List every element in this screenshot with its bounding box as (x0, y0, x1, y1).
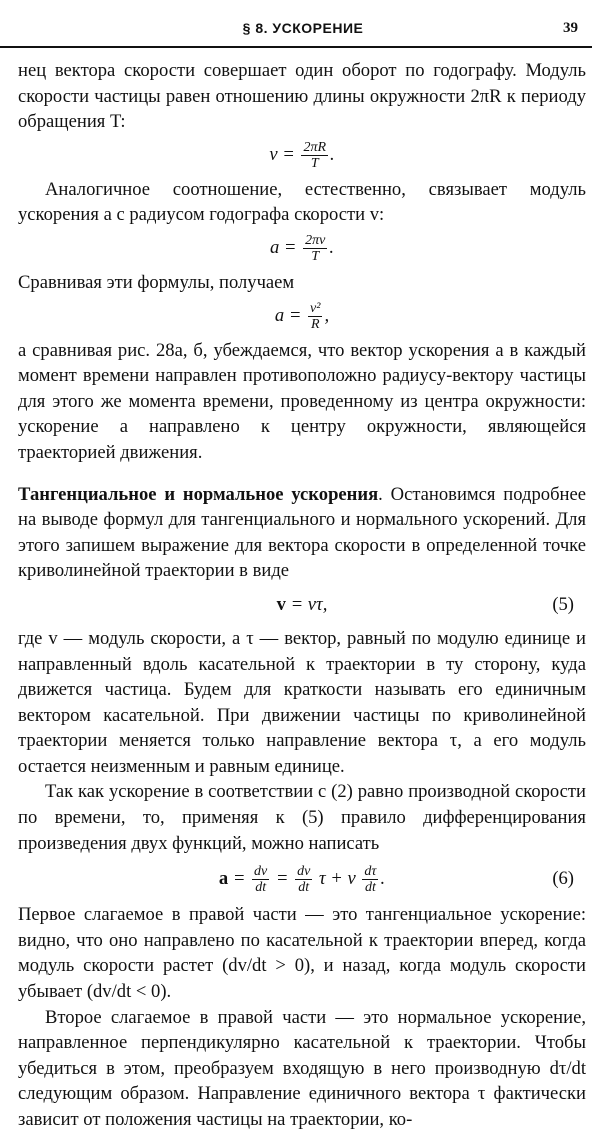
paragraph-2: Аналогичное соотношение, естественно, связывает модуль ускорения a с радиусом годографа скорости v: (18, 178, 586, 226)
fraction-numerator: dv (254, 863, 268, 879)
formula-6-acceleration-decomposition: a = $\frac{dv}{dt}$ = $\frac{dv}{dt}$ τ + v $\frac{d\tau}{dt}$ . (6) (218, 863, 574, 895)
fraction (303, 233, 327, 264)
header-rule (0, 46, 592, 48)
fraction (252, 864, 269, 895)
fraction (295, 864, 312, 895)
paragraph-3: Сравнивая эти формулы, получаем (18, 271, 295, 293)
paragraph-7: Так как ускорение в соответствии с (2) равно производной скорости по времени, то, применяя к (5) правило дифференцирования произведения двух функций, можно написать (18, 781, 586, 854)
fraction-numerator: v² (310, 301, 321, 317)
paragraph-6: где v — модуль скорости, а τ — вектор, равный по модулю единице и направленный вдоль касательной к траектории в ту сторону, куда движется частица. Будем для краткости называть его единичным вектором касательной. При движении частицы по криволинейной траектории меняется только направление вектора τ, а его модуль остается неизменным и равным единице. (18, 627, 586, 777)
formula-vector-a: a (218, 867, 229, 889)
fraction (362, 864, 378, 895)
fraction-denominator: T (311, 249, 320, 265)
paragraph-5-text: . Остановимся подробнее на выводе формул для тангенциального и нормального ускорений. Для этого запишем выражение для вектора скорости в определенной точке криволинейной траектории в виде (18, 483, 586, 582)
equation-number: (5) (552, 594, 574, 616)
formula-middle: τ + v (319, 867, 356, 889)
section-gap (18, 466, 586, 482)
paragraph-9: Второе слагаемое в правой части — это нормальное ускорение, направленное перпендикулярно касательной к траектории. Чтобы убедиться в этом, преобразуем входящую в него производную dτ/dt следующим образом. Направление единичного вектора τ фактически зависит от положения частицы на траектории, ко- (18, 1006, 586, 1130)
formula-a-2piv-over-T (18, 228, 586, 270)
fraction-denominator: dt (298, 879, 310, 895)
fraction-denominator: R (310, 317, 320, 333)
page-body (18, 58, 586, 1133)
subsection-title: Тангенциальное и нормальное ускорения (18, 483, 379, 505)
formula-vector-v: v (276, 594, 286, 616)
page-number: 39 (563, 20, 578, 36)
formula-lhs: v = (269, 144, 295, 166)
section-title-header: § 8. УСКОРЕНИЕ (242, 20, 364, 36)
formula-5-v-equals-vtau (18, 584, 586, 626)
formula-lhs: a = (269, 237, 297, 259)
paragraph-5 (18, 482, 586, 584)
fraction-numerator: dv (297, 863, 311, 879)
paragraph-1: нец вектора скорости совершает один оборот по годографу. Модуль скорости частицы равен отношению длины окружности 2πR к периоду обращения T: (18, 60, 586, 133)
fraction-numerator: 2πv (305, 233, 326, 249)
fraction (301, 140, 328, 171)
formula-lhs: a = (274, 304, 302, 326)
fraction-numerator: dτ (364, 863, 377, 879)
formula-v-2piR-over-T (18, 135, 586, 177)
equation-number: (6) (552, 868, 574, 890)
formula-punct: , (324, 304, 330, 326)
fraction (308, 301, 322, 332)
fraction-numerator: 2πR (303, 140, 327, 156)
running-header (0, 18, 606, 44)
formula-a-v2-over-R (18, 296, 586, 338)
formula-rhs: vτ, (307, 594, 328, 616)
formula-punct: . (330, 144, 335, 166)
paragraph-4: а сравнивая рис. 28а, б, убеждаемся, что вектор ускорения a в каждый момент времени направлен противоположно радиусу-вектору частицы для этого же момента времени, проведенному из центра окружности: ускорение a направлено к центру окружности, являющейся траекторией движения. (18, 339, 586, 463)
formula-punct: . (329, 237, 335, 259)
paragraph-8: Первое слагаемое в правой части — это тангенциальное ускорение: видно, что оно направлено по касательной к траектории вперед, когда модуль скорости растет (dv/dt > 0), и назад, когда модуль скорости убывает (dv/dt < 0). (18, 904, 586, 1003)
fraction-denominator: T (310, 156, 319, 172)
fraction-denominator: dt (255, 879, 267, 895)
fraction-denominator: dt (364, 879, 376, 895)
formula-equals: = (290, 594, 304, 616)
